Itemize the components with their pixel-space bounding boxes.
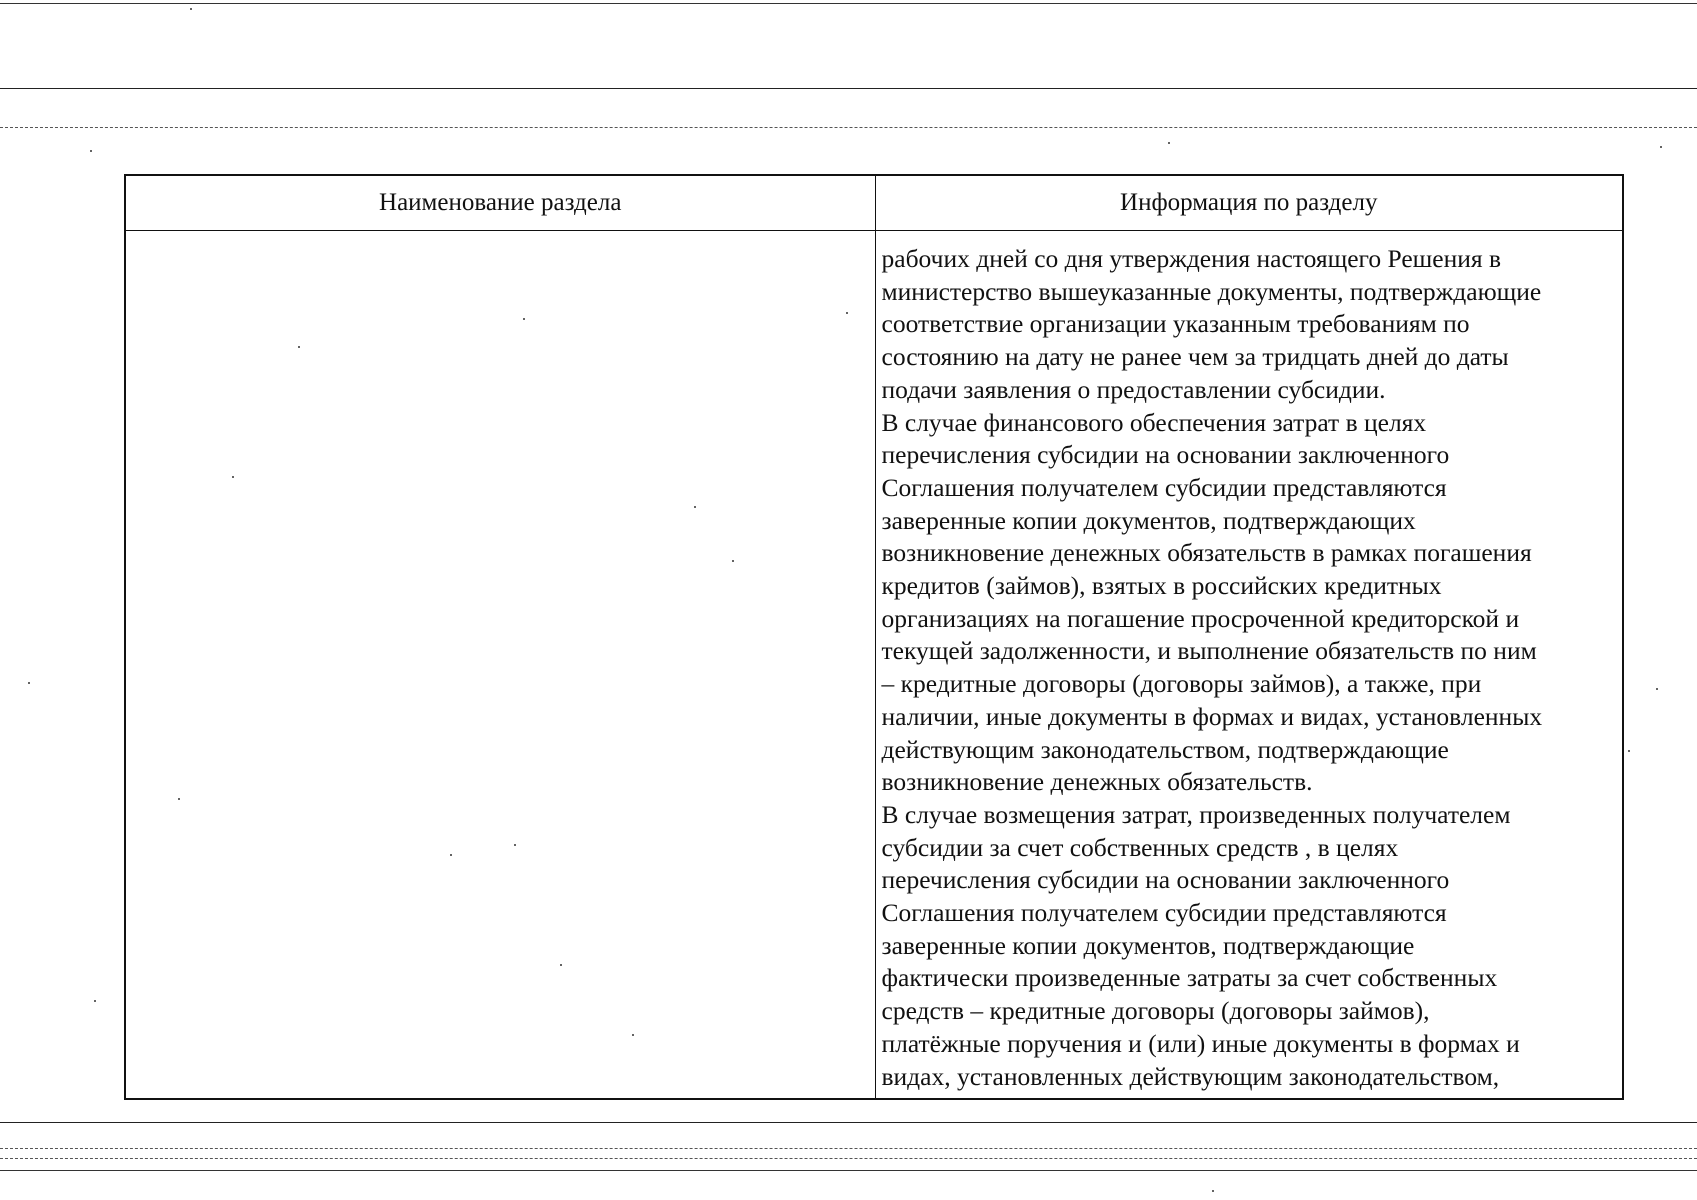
scan-speck (1656, 688, 1658, 690)
text-line: фактически произведенные затраты за счет собственных (881, 963, 1498, 993)
text-line: – кредитные договоры (договоры займов), а также, при (881, 669, 1482, 699)
text-line: возникновение денежных обязательств. (881, 767, 1313, 797)
text-line: действующим законодательством, подтверждающие (881, 734, 1449, 764)
section-info-table (124, 174, 1624, 1100)
text-line: видах, установленных действующим законодательством, (881, 1061, 1500, 1091)
scan-speck (1660, 146, 1662, 148)
text-line: состоянию на дату не ранее чем за тридцать дней до даты (881, 342, 1509, 372)
text-line: возникновение денежных обязательств в рамках погашения (881, 538, 1532, 568)
text-line: текущей задолженности, и выполнение обязательств по ним (881, 636, 1537, 666)
text-line: заверенные копии документов, подтверждающих (881, 505, 1416, 535)
section-info-text (876, 231, 1623, 1093)
text-line: подачи заявления о предоставлении субсидии. (881, 374, 1386, 404)
cell-section-info (875, 231, 1623, 1100)
text-line: заверенные копии документов, подтверждающие (881, 930, 1415, 960)
text-line: средств – кредитные договоры (договоры займов), (881, 996, 1430, 1026)
scan-speck (1628, 750, 1630, 752)
top-rule (0, 88, 1697, 89)
top-dashed-rule (0, 127, 1697, 128)
table-header-row (125, 175, 1623, 231)
text-line: соответствие организации указанным требованиям по (881, 309, 1470, 339)
text-line: перечисления субсидии на основании заключенного (881, 865, 1450, 895)
text-line: рабочих дней со дня утверждения настоящего Решения в (881, 244, 1502, 273)
bottom-rule-2 (0, 1170, 1697, 1171)
text-line: В случае возмещения затрат, произведенных получателем (881, 799, 1511, 829)
text-line: субсидии за счет собственных средств , в целях (881, 832, 1399, 862)
text-line: перечисления субсидии на основании заключенного (881, 440, 1450, 470)
header-section-name: Наименование раздела (125, 175, 875, 231)
table-row (125, 231, 1623, 1100)
text-line: организациях на погашение просроченной кредиторской и (881, 603, 1520, 633)
scan-speck (190, 8, 192, 10)
scan-speck (94, 1000, 96, 1002)
bottom-rule (0, 1122, 1697, 1123)
scan-speck (1168, 142, 1170, 144)
cell-section-name (125, 231, 875, 1100)
bottom-dashed-rule-2 (0, 1158, 1697, 1159)
scan-speck (28, 682, 30, 684)
text-line: кредитов (займов), взятых в российских кредитных (881, 571, 1442, 601)
text-line: В случае финансового обеспечения затрат в целях (881, 407, 1427, 437)
header-section-info: Информация по разделу (875, 175, 1623, 231)
bottom-dashed-rule-1 (0, 1148, 1697, 1149)
scan-speck (1212, 1190, 1214, 1192)
top-edge-rule (0, 3, 1697, 4)
scan-speck (90, 150, 92, 152)
text-line: платёжные поручения и (или) иные документы в формах и (881, 1028, 1520, 1058)
text-line: Соглашения получателем субсидии представляются (881, 472, 1447, 502)
text-line: наличии, иные документы в формах и видах, установленных (881, 701, 1543, 731)
text-line: Соглашения получателем субсидии представляются (881, 898, 1447, 928)
text-line: министерство вышеуказанные документы, подтверждающие (881, 276, 1542, 306)
